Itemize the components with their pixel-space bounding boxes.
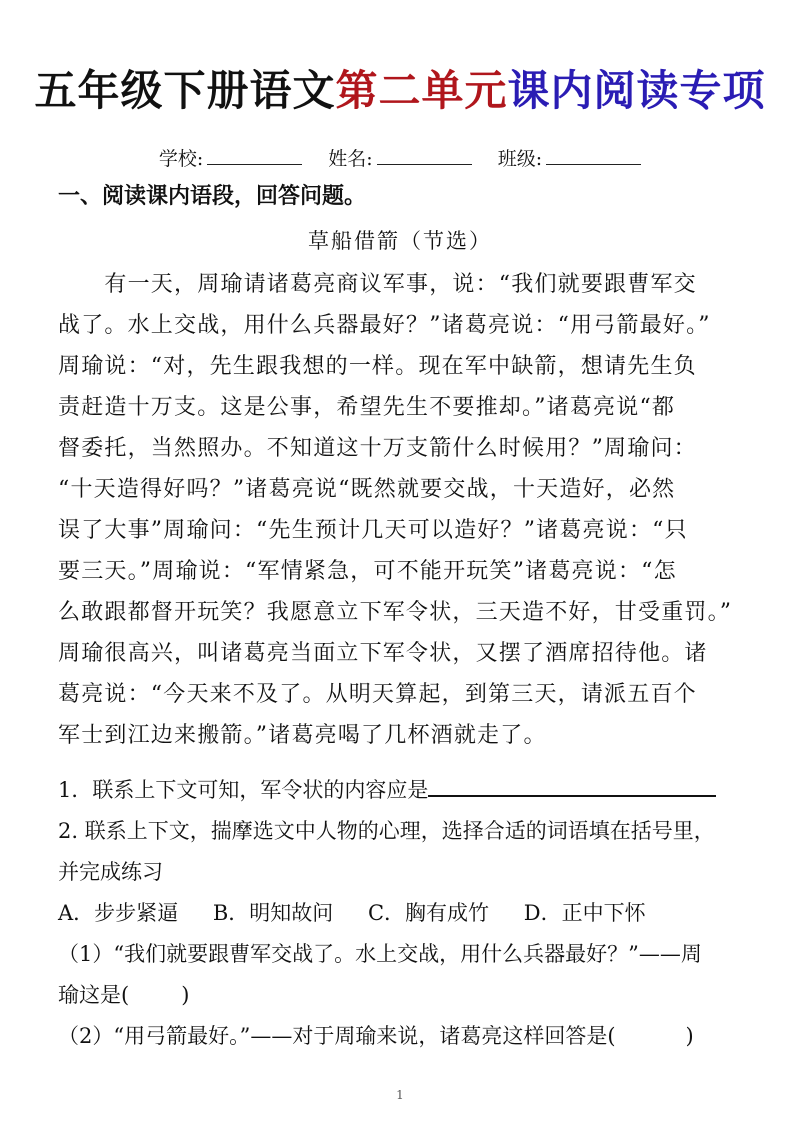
sub-question-2-prefix: （2）“用弓箭最好。”——对于周瑜来说，诸葛亮这样回答是(	[58, 1024, 616, 1048]
passage-line: 要三天。”周瑜说：“军情紧急，可不能开玩笑”诸葛亮说：“怎	[58, 559, 677, 584]
class-field	[498, 146, 641, 172]
sub-question-2	[58, 1016, 748, 1057]
page-number: 1	[396, 1088, 404, 1102]
passage-line: 责赶造十万支。这是公事，希望先生不要推却。”诸葛亮说“都	[58, 395, 676, 420]
school-field	[159, 146, 302, 172]
question-1-answer-line[interactable]	[428, 771, 716, 797]
student-info-row	[0, 146, 800, 172]
sub-question-1-suffix: )	[181, 983, 190, 1007]
passage-line: 督委托，当然照办。不知道这十万支箭什么时候用？”周瑜问：	[58, 436, 697, 461]
passage-line: 周瑜说：“对，先生跟我想的一样。现在军中缺箭，想请先生负	[58, 354, 697, 379]
passage-text	[58, 264, 748, 756]
name-label: 姓名:	[328, 148, 373, 170]
passage-line: 军士到江边来搬箭。”诸葛亮喝了几杯酒就走了。	[58, 723, 547, 748]
school-label: 学校:	[158, 148, 204, 170]
option-a: A．步步紧逼	[58, 901, 179, 925]
class-label: 班级:	[497, 148, 543, 170]
passage-line: 么敢跟都督开玩笑？我愿意立下军令状，三天造不好，甘受重罚。”	[58, 600, 733, 625]
option-c: C．胸有成竹	[367, 901, 490, 925]
passage-line: “十天造得好吗？”诸葛亮说“既然就要交战，十天造好，必然	[58, 477, 676, 502]
passage-line: 葛亮说：“今天来不及了。从明天算起，到第三天，请派五百个	[58, 682, 697, 707]
page-title	[0, 66, 800, 116]
passage-line: 战了。水上交战，用什么兵器最好？”诸葛亮说：“用弓箭最好。”	[58, 313, 711, 338]
sub-question-1-prefix: 瑜这是(	[58, 983, 130, 1007]
question-2-line-1: 2. 联系上下文，揣摩选文中人物的心理，选择合适的词语填在括号里，	[58, 819, 715, 843]
name-blank[interactable]	[377, 146, 472, 165]
title-grade-part: 五年级下册语文	[34, 66, 336, 115]
passage-line: 误了大事”周瑜问：“先生预计几天可以造好？”诸葛亮说：“只	[58, 518, 688, 543]
sub-question-2-suffix: )	[685, 1024, 694, 1048]
title-topic-part: 课内阅读专项	[507, 66, 766, 115]
section-heading: 一、阅读课内语段，回答问题。	[58, 184, 367, 209]
sub-question-1-line-2	[58, 975, 748, 1016]
passage-line: 有一天，周瑜请诸葛亮商议军事，说：“我们就要跟曹军交	[58, 272, 697, 297]
title-unit-part: 第二单元	[335, 66, 508, 115]
option-d: D．正中下怀	[523, 901, 646, 925]
school-blank[interactable]	[207, 146, 302, 165]
questions-block	[58, 770, 748, 1057]
name-field	[328, 146, 471, 172]
option-b: B．明知故问	[212, 901, 334, 925]
sub-question-1-line-1: （1）“我们就要跟曹军交战了。水上交战，用什么兵器最好？”——周	[58, 942, 702, 966]
question-2-line-2: 并完成练习	[58, 860, 163, 884]
class-blank[interactable]	[546, 146, 641, 165]
question-1-text: 1．联系上下文可知，军令状的内容应是	[58, 778, 429, 802]
passage-line: 周瑜很高兴，叫诸葛亮当面立下军令状，又摆了酒席招待他。诸	[58, 641, 708, 666]
options-row	[58, 893, 748, 934]
passage-title: 草船借箭（节选）	[308, 229, 492, 253]
question-1	[58, 770, 748, 811]
